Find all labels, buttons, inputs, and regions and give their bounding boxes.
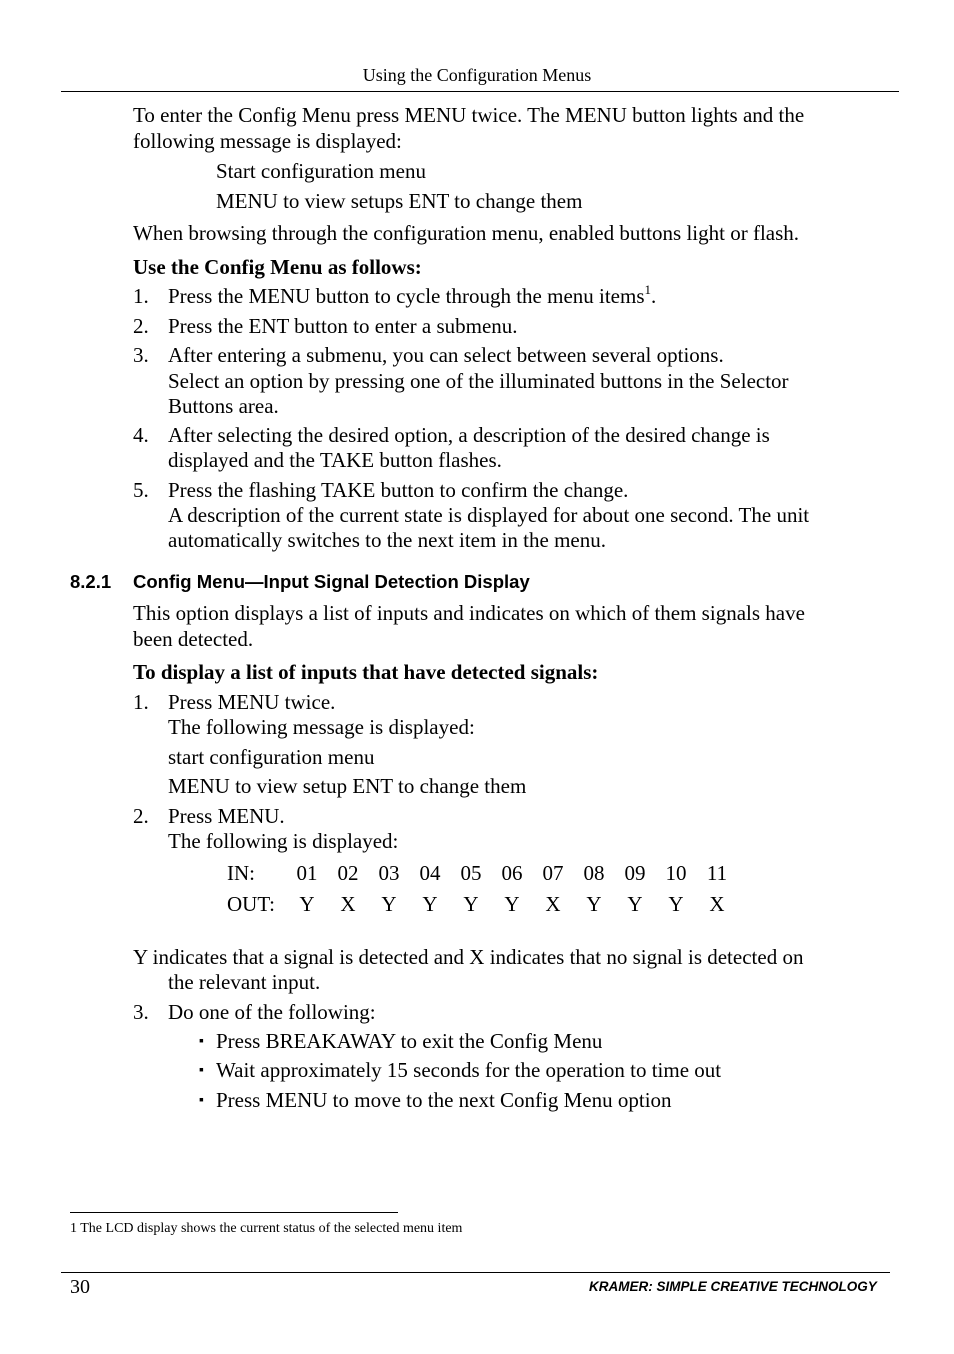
display-message-line2: MENU to view setups ENT to change them	[216, 189, 583, 213]
bullet-item: Press MENU to move to the next Config Menu option	[216, 1088, 672, 1112]
table-output-cell: X	[340, 892, 356, 916]
section-paragraph-line1: This option displays a list of inputs and indicates on which of them signals have	[133, 601, 805, 625]
step-number: 2.	[133, 314, 149, 338]
step-text: Press MENU.	[168, 804, 285, 828]
table-output-cell: Y	[627, 892, 643, 916]
section-number: 8.2.1	[70, 571, 112, 592]
step-number: 1.	[133, 284, 149, 308]
step-number: 2.	[133, 804, 149, 828]
table-output-cell: Y	[668, 892, 684, 916]
table-input-cell: 11	[706, 861, 728, 885]
table-output-cell: Y	[422, 892, 438, 916]
table-output-cell: X	[709, 892, 725, 916]
step-text: The following message is displayed:	[168, 715, 475, 739]
step-text: Press the MENU button to cycle through the menu items$^1$.	[168, 282, 657, 308]
step-text: Select an option by pressing one of the illuminated buttons in the Selector	[168, 369, 789, 393]
table-output-cell: Y	[299, 892, 315, 916]
step-text: Press the flashing TAKE button to confirm the change.	[168, 478, 629, 502]
table-input-cell: 06	[501, 861, 523, 885]
legend-line1: Y indicates that a signal is detected and X indicates that no signal is detected on	[133, 945, 804, 969]
table-input-cell: 09	[624, 861, 646, 885]
step-text: Press MENU twice.	[168, 690, 336, 714]
intro-paragraph-line2: following message is displayed:	[133, 129, 402, 153]
table-input-cell: 02	[337, 861, 359, 885]
header-rule	[61, 91, 899, 92]
table-in-label: IN:	[227, 861, 255, 885]
footnote-reference: 1	[644, 282, 652, 297]
bullet-item: Press BREAKAWAY to exit the Config Menu	[216, 1029, 603, 1053]
running-header: Using the Configuration Menus	[362, 65, 592, 85]
table-input-cell: 05	[460, 861, 482, 885]
table-output-cell: X	[545, 892, 561, 916]
footnote-text: 1 The LCD display shows the current status of the selected menu item	[70, 1221, 463, 1236]
table-output-cell: Y	[586, 892, 602, 916]
step-number: 1.	[133, 690, 149, 714]
intro-paragraph-line1: To enter the Config Menu press MENU twice. The MENU button lights and the	[133, 103, 805, 127]
section-paragraph-line2: been detected.	[133, 627, 254, 651]
intro-paragraph-2: When browsing through the configuration menu, enabled buttons light or flash.	[133, 221, 800, 245]
step-text: After entering a submenu, you can select between several options.	[168, 343, 724, 367]
procedure-heading: To display a list of inputs that have detected signals:	[133, 660, 599, 684]
table-input-cell: 01	[296, 861, 318, 885]
table-out-label: OUT:	[227, 892, 275, 916]
step-text: displayed and the TAKE button flashes.	[168, 448, 502, 472]
display-message-line1: Start configuration menu	[216, 159, 426, 183]
table-input-cell: 08	[583, 861, 605, 885]
bullet-icon: ▪	[199, 1034, 204, 1049]
table-output-cell: Y	[463, 892, 479, 916]
footer-rule	[61, 1272, 890, 1273]
step-text: Buttons area.	[168, 394, 279, 418]
step-text: The following is displayed:	[168, 829, 399, 853]
table-input-cell: 04	[419, 861, 441, 885]
step-text: Press the ENT button to enter a submenu.	[168, 314, 518, 338]
step-text: A description of the current state is displayed for about one second. The unit	[168, 503, 810, 527]
step-number: 3.	[133, 343, 149, 367]
legend-line2: the relevant input.	[168, 970, 321, 994]
table-input-cell: 07	[542, 861, 564, 885]
step-text: After selecting the desired option, a description of the desired change is	[168, 423, 770, 447]
table-output-cell: Y	[504, 892, 520, 916]
step-number: 4.	[133, 423, 149, 447]
table-input-cell: 03	[378, 861, 400, 885]
footer-brand: KRAMER: SIMPLE CREATIVE TECHNOLOGY	[589, 1279, 877, 1294]
step-number: 3.	[133, 1000, 149, 1024]
step-text: Do one of the following:	[168, 1000, 376, 1024]
display-message-line2: MENU to view setup ENT to change them	[168, 774, 527, 798]
step-number: 5.	[133, 478, 149, 502]
bullet-item: Wait approximately 15 seconds for the operation to time out	[216, 1058, 722, 1082]
page-number: 30	[70, 1276, 90, 1298]
howto-heading: Use the Config Menu as follows:	[133, 255, 422, 279]
display-message-line1: start configuration menu	[168, 745, 375, 769]
bullet-icon: ▪	[199, 1063, 204, 1078]
bullet-icon: ▪	[199, 1093, 204, 1108]
section-title: Config Menu—Input Signal Detection Display	[133, 571, 530, 592]
footnote-rule	[70, 1212, 398, 1213]
table-output-cell: Y	[381, 892, 397, 916]
table-input-cell: 10	[665, 861, 687, 885]
step-text: automatically switches to the next item in the menu.	[168, 528, 606, 552]
